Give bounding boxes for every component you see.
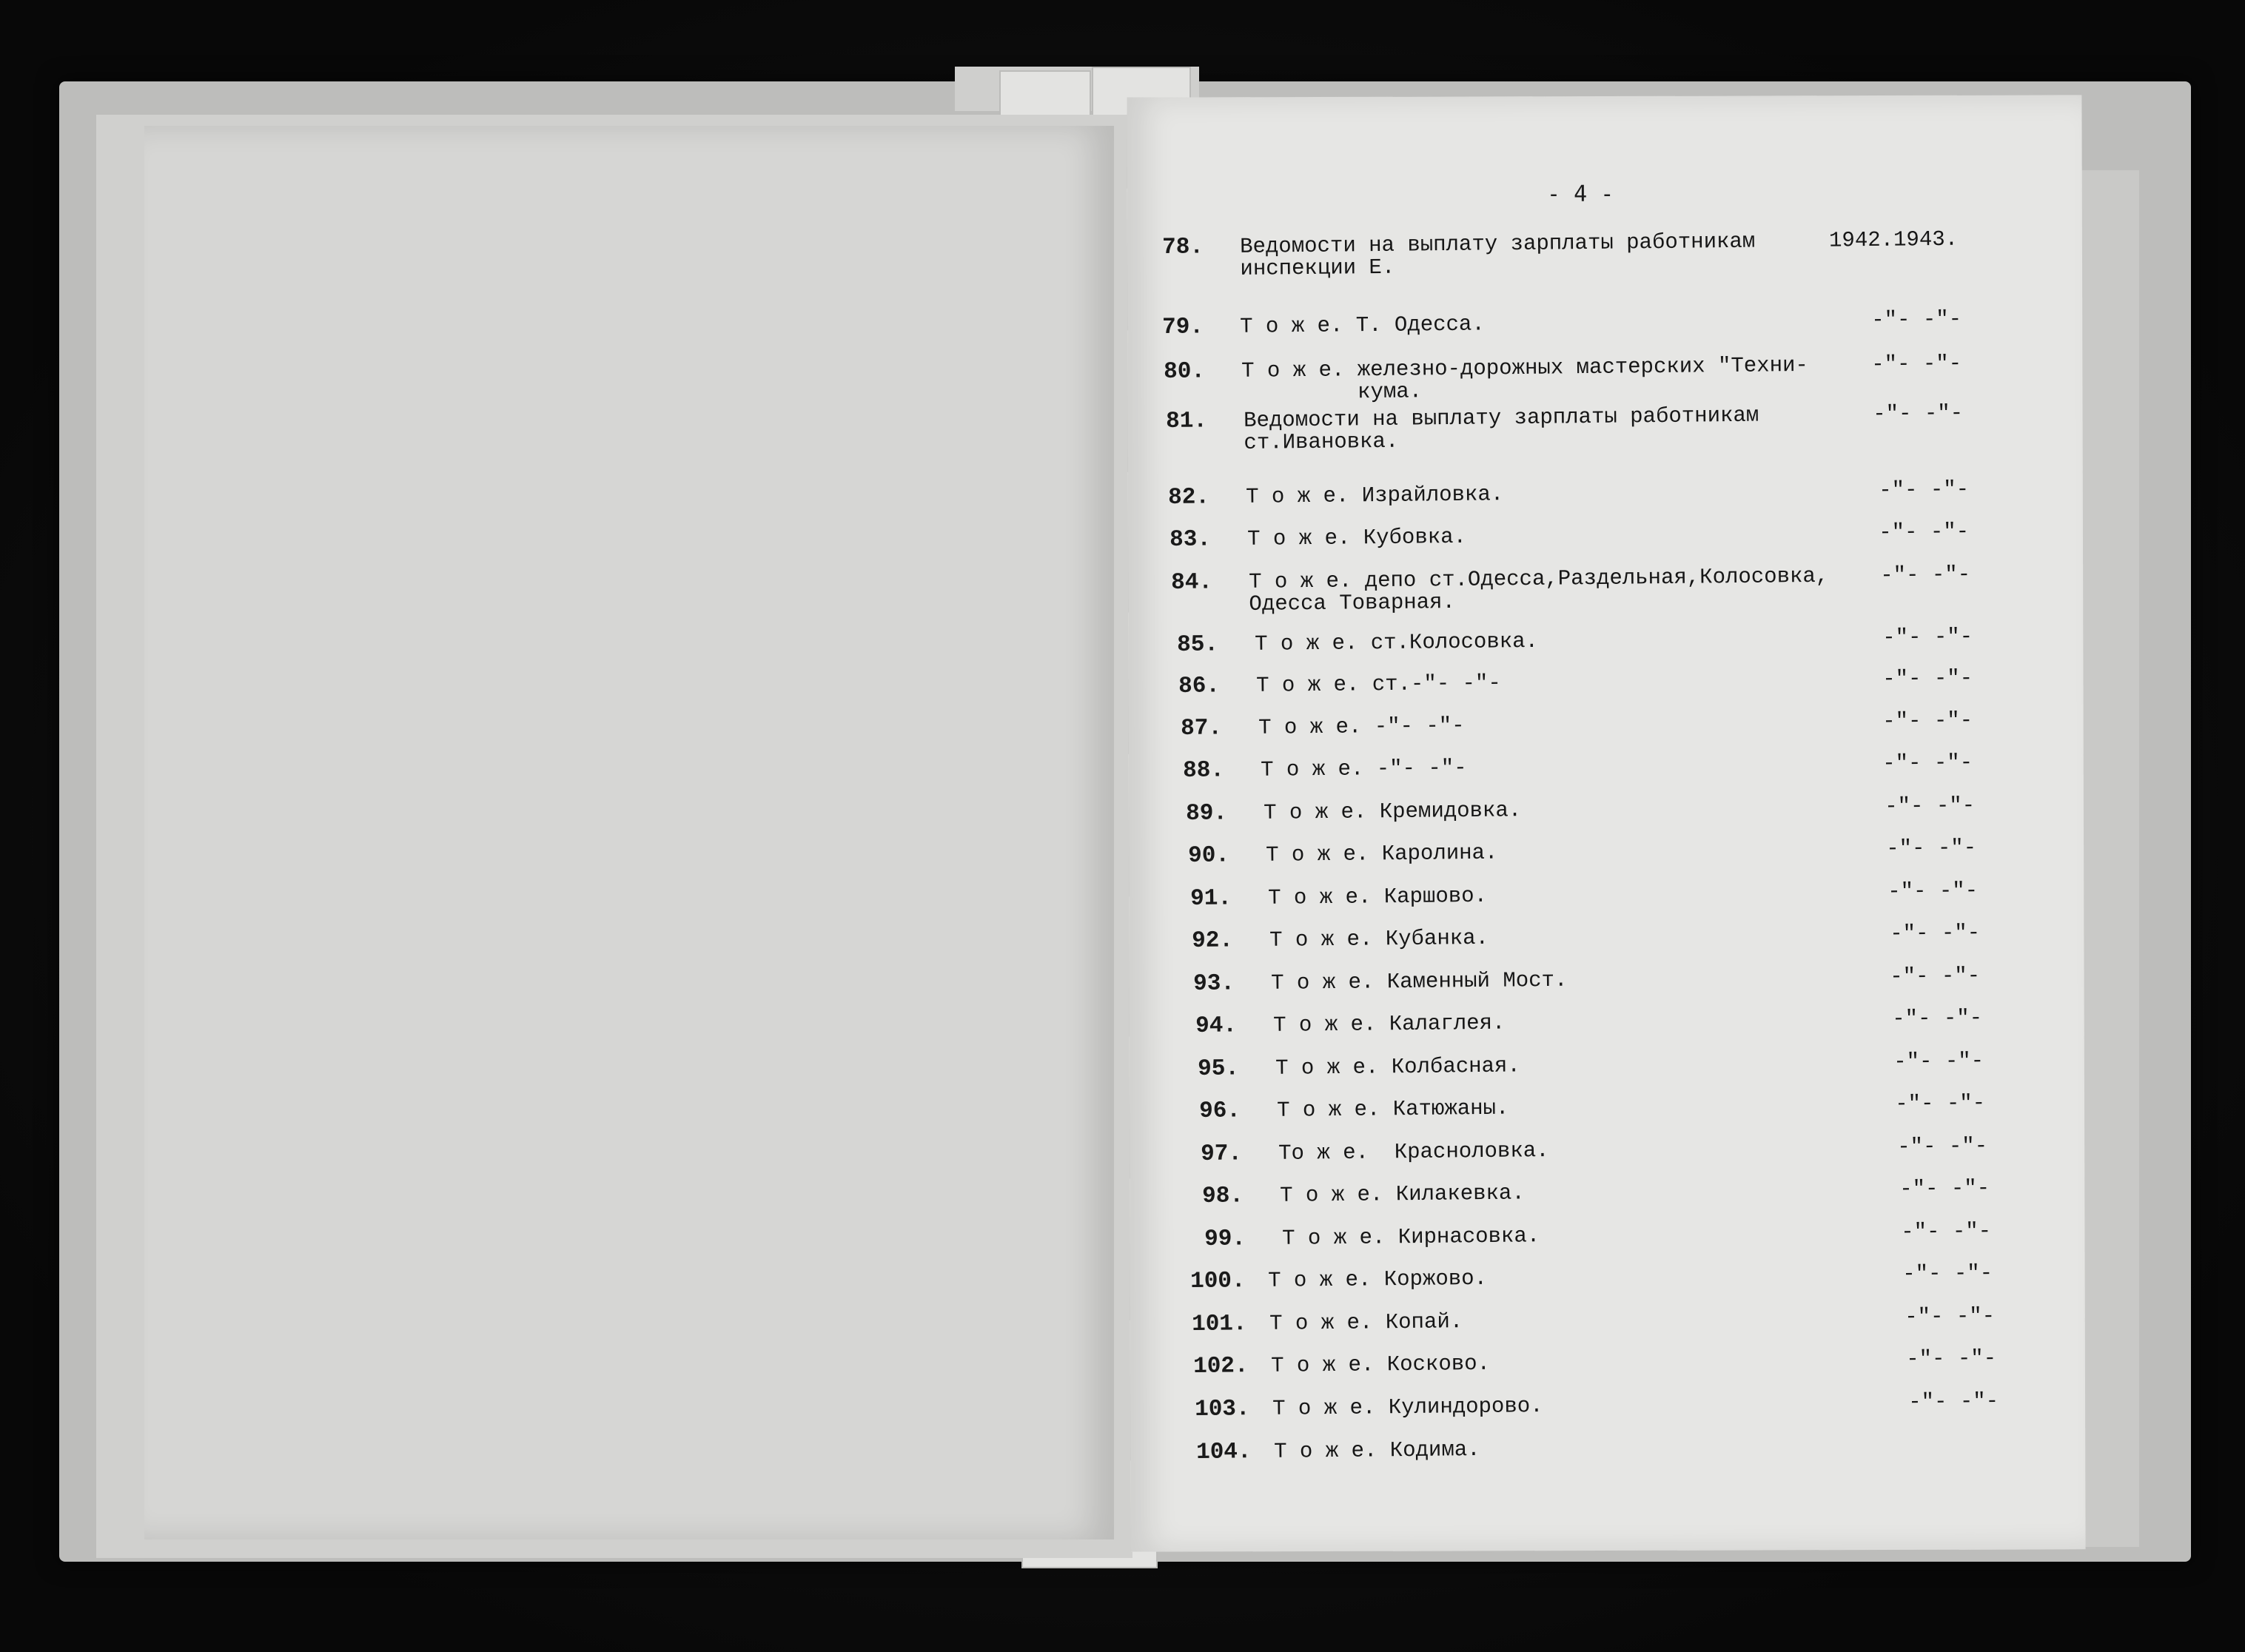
entry-description: Т о ж е. Каменный Мост. bbox=[1270, 967, 1568, 995]
entry-number: 104. bbox=[1195, 1439, 1252, 1465]
entry-description: Т о ж е. ст.Колосовка. bbox=[1254, 628, 1539, 657]
entry-number: 88. bbox=[1182, 757, 1225, 784]
entry-dates: -"- -"- bbox=[1897, 1133, 1988, 1160]
entry-dates: -"- -"- bbox=[1879, 477, 1970, 503]
entry-dates: -"- -"- bbox=[1906, 1346, 1997, 1371]
entry-dates: -"- -"- bbox=[1908, 1389, 1999, 1414]
entry-number: 95. bbox=[1197, 1055, 1240, 1082]
entry-description: Т о ж е. -"- -"- bbox=[1260, 755, 1467, 782]
entry-dates: -"- -"- bbox=[1882, 708, 1973, 734]
entry-description: Т о ж е. Кремидовка. bbox=[1263, 798, 1522, 825]
entry-dates: -"- -"- bbox=[1879, 519, 1970, 545]
left-page-blank bbox=[144, 126, 1114, 1539]
entry-description: Т о ж е. Кубанка. bbox=[1269, 925, 1489, 953]
entry-number: 79. bbox=[1161, 314, 1204, 340]
entry-dates: -"- -"- bbox=[1890, 920, 1981, 947]
entry-dates: -"- -"- bbox=[1895, 1090, 1986, 1117]
entry-description: Т о ж е. Коржово. bbox=[1267, 1266, 1488, 1293]
entry-number: 100. bbox=[1189, 1268, 1246, 1295]
entry-description: Т о ж е. Каролина. bbox=[1265, 840, 1498, 867]
entry-description: Ведомости на выплату зарплаты работникам ст.Ивановка. bbox=[1243, 403, 1759, 455]
entry-dates: -"- -"- bbox=[1887, 878, 1979, 904]
entry-number: 97. bbox=[1200, 1141, 1243, 1167]
entry-description: Т о ж е. ст.-"- -"- bbox=[1255, 671, 1501, 698]
entry-number: 101. bbox=[1191, 1311, 1247, 1337]
entry-number: 98. bbox=[1201, 1183, 1244, 1209]
entry-number: 94. bbox=[1195, 1013, 1238, 1039]
entry-dates: -"- -"- bbox=[1871, 351, 1962, 377]
entry-number: 90. bbox=[1187, 842, 1230, 869]
entry-description: Т о ж е. Кубовка. bbox=[1246, 524, 1467, 551]
entry-dates: -"- -"- bbox=[1885, 793, 1976, 819]
entry-number: 96. bbox=[1198, 1098, 1241, 1124]
entry-dates: -"- -"- bbox=[1890, 963, 1981, 990]
entry-description: Т о ж е. Катюжаны. bbox=[1276, 1095, 1509, 1123]
entry-dates: -"- -"- bbox=[1886, 835, 1977, 862]
entry-number: 82. bbox=[1167, 484, 1210, 511]
entry-description: Т о ж е. Косково. bbox=[1270, 1351, 1491, 1378]
entry-dates: -"- -"- bbox=[1882, 750, 1973, 776]
entry-description: Ведомости на выплату зарплаты работникам инспекции Е. bbox=[1239, 229, 1756, 281]
entry-description: Т о ж е. Килакевка. bbox=[1279, 1181, 1525, 1208]
entry-dates: -"- -"- bbox=[1882, 665, 1973, 692]
entry-number: 93. bbox=[1192, 970, 1235, 997]
entry-dates: -"- -"- bbox=[1893, 1048, 1984, 1075]
entry-description: Т о ж е. -"- -"- bbox=[1258, 713, 1465, 740]
entry-description: То ж е. Красноловка. bbox=[1278, 1138, 1549, 1166]
entry-dates: -"- -"- bbox=[1899, 1175, 1990, 1202]
entry-number: 86. bbox=[1178, 673, 1221, 699]
entry-number: 102. bbox=[1192, 1353, 1249, 1380]
entry-dates: -"- -"- bbox=[1873, 400, 1964, 426]
entry-dates: -"- -"- bbox=[1901, 1218, 1992, 1245]
entry-description: Т о ж е. Кирнасовка. bbox=[1281, 1223, 1540, 1251]
entry-number: 89. bbox=[1185, 800, 1228, 827]
entry-dates: -"- -"- bbox=[1905, 1303, 1996, 1329]
entry-dates: 1942.1943. bbox=[1828, 226, 1959, 253]
page-number: - 4 - bbox=[1547, 181, 1614, 207]
entry-number: 78. bbox=[1161, 234, 1204, 261]
entry-description: Т о ж е. депо ст.Одесса,Раздельная,Колосовка, Одесса Товарная. bbox=[1248, 563, 1829, 617]
binding-tape-left bbox=[999, 70, 1091, 118]
entry-description: Т о ж е. Кулиндорово. bbox=[1272, 1394, 1543, 1421]
entry-description: Т о ж е. Калаглея. bbox=[1272, 1010, 1506, 1038]
entry-number: 80. bbox=[1163, 358, 1206, 385]
entry-description: Т о ж е. Т. Одесса. bbox=[1239, 312, 1485, 339]
entry-number: 81. bbox=[1165, 408, 1208, 434]
entry-dates: -"- -"- bbox=[1871, 306, 1962, 332]
entry-number: 87. bbox=[1180, 715, 1223, 742]
entry-number: 84. bbox=[1170, 569, 1213, 596]
entry-dates: -"- -"- bbox=[1882, 624, 1973, 651]
entry-number: 103. bbox=[1194, 1396, 1250, 1423]
entry-description: Т о ж е. Копай. bbox=[1269, 1309, 1463, 1336]
entry-description: Т о ж е. Кодима. bbox=[1273, 1437, 1480, 1464]
entry-number: 99. bbox=[1204, 1226, 1246, 1252]
entry-description: Т о ж е. Израйловка. bbox=[1245, 482, 1504, 509]
entry-number: 91. bbox=[1189, 885, 1232, 912]
entry-dates: -"- -"- bbox=[1902, 1260, 1993, 1286]
entry-number: 92. bbox=[1191, 927, 1234, 954]
entry-description: Т о ж е. железно-дорожных мастерских "Техни- кума. bbox=[1241, 352, 1809, 406]
entry-description: Т о ж е. Каршово. bbox=[1267, 883, 1488, 910]
entry-dates: -"- -"- bbox=[1892, 1005, 1983, 1032]
entry-description: Т о ж е. Колбасная. bbox=[1275, 1053, 1520, 1081]
entry-number: 83. bbox=[1169, 526, 1212, 553]
entry-dates: -"- -"- bbox=[1880, 562, 1971, 588]
entry-number: 85. bbox=[1176, 631, 1219, 658]
